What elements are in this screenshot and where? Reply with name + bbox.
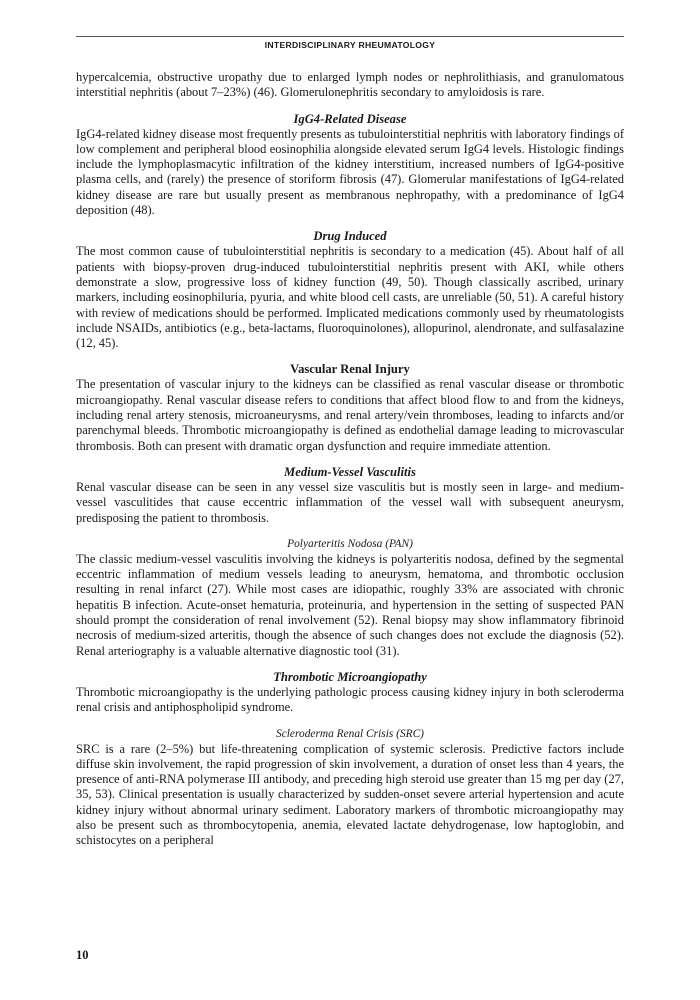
page-number: 10 (76, 948, 89, 962)
paragraph-src: SRC is a rare (2–5%) but life-threatening complication of systemic sclerosis. Predictive factors include diffuse skin involvement, the rapid progression of skin involvement, a duration of onset less than 4 years, the presence of anti-RNA polymerase III antibody, and preceding high steroid use greater than 15 mg per day (27, 35, 53). Clinical presentation is usually characterized by sudden-onset severe arterial hypertension and acute kidney injury without abnormal urinary sediment. Laboratory markers of thrombotic microangiopathy may also be present such as thrombocytopenia, anemia, elevated lactate dehydrogenase, low haptoglobin, and schistocytes on a peripheral (76, 741, 624, 848)
paragraph-drug-induced: The most common cause of tubulointerstitial nephritis is secondary to a medication (45). About half of all patients with biopsy-proven drug-induced tubulointerstitial nephritis present with AKI, while others demonstrate a slow, progressive loss of kidney function (49, 50). Though classically ascribed, urinary markers, including eosinophiluria, pyuria, and white blood cell casts, are unreliable (50, 51). A careful history with review of medications should be performed. Implicated medications commonly used by rheumatologists include NSAIDs, antibiotics (e.g., beta-lactams, fluoroquinolones), allopurinol, alendronate, and sulfasalazine (12, 45). (76, 244, 624, 351)
heading-thrombotic-microangiopathy: Thrombotic Microangiopathy (273, 669, 427, 684)
running-head: INTERDISCIPLINARY RHEUMATOLOGY (76, 36, 624, 50)
heading-medium-vessel-vasculitis: Medium-Vessel Vasculitis (284, 464, 416, 479)
paragraph-medium-vessel: Renal vascular disease can be seen in any vessel size vasculitis but is mostly seen in large- and medium-vessel vasculitides that cause eccentric inflammation of the vessel wall with subsequent aneurysm, predisposing the patient to thrombosis. (76, 479, 624, 525)
paragraph-vascular-renal-injury: The presentation of vascular injury to the kidneys can be classified as renal vascular disease or thrombotic microangiopathy. Renal vascular disease refers to conditions that affect blood flow to and from the kidneys, including renal artery stenosis, microaneurysms, and renal artery/vein thromboses, leading to infarcts and/or parenchymal bleeds. Thrombotic microangiopathy is defined as endothelial damage leading to microvascular thrombosis. Both can present with dramatic organ dysfunction and require immediate attention. (76, 377, 624, 453)
paragraph-pan: The classic medium-vessel vasculitis involving the kidneys is polyarteritis nodosa, defined by the segmental eccentric inflammation of medium vessels leading to aneurysm, hematoma, and thrombotic occlusion resulting in renal infarct (27). While most cases are idiopathic, roughly 33% are associated with chronic hepatitis B infection. Acute-onset hematuria, proteinuria, and hypertension in the setting of suspected PAN should prompt the consideration of renal involvement (52). Renal biopsy may show inflammatory fibrinoid necrosis of medium-sized arteritis, though the absence of such changes does not exclude the diagnosis (52). Renal arteriography is a valuable alternative diagnostic tool (31). (76, 551, 624, 658)
page-body (76, 70, 624, 849)
paragraph-igg4: IgG4-related kidney disease most frequently presents as tubulointerstitial nephritis with laboratory findings of low complement and peripheral blood eosinophilia alongside elevated serum IgG4 levels. Histologic findings include the lymphoplasmacytic infiltration of the kidney interstitium, increased numbers of IgG4-positive plasma cells, and (rarely) the presence of storiform fibrosis (47). Glomerular manifestations of IgG4-related kidney disease are rare but usually present as membranous nephropathy, with a predominance of IgG4 deposition (48). (76, 126, 624, 218)
paragraph-continuation: hypercalcemia, obstructive uropathy due to enlarged lymph nodes or nephrolithiasis, and granulomatous interstitial nephritis (about 7–23%) (46). Glomerulonephritis secondary to amyloidosis is rare. (76, 70, 624, 100)
heading-polyarteritis-nodosa: Polyarteritis Nodosa (PAN) (287, 537, 413, 550)
heading-scleroderma-renal-crisis: Scleroderma Renal Crisis (SRC) (276, 727, 424, 740)
heading-vascular-renal-injury: Vascular Renal Injury (290, 362, 410, 377)
heading-igg4-related-disease: IgG4-Related Disease (293, 111, 407, 126)
paragraph-tma: Thrombotic microangiopathy is the underlying pathologic process causing kidney injury in both scleroderma renal crisis and antiphospholipid syndrome. (76, 684, 624, 715)
heading-drug-induced: Drug Induced (313, 229, 387, 244)
